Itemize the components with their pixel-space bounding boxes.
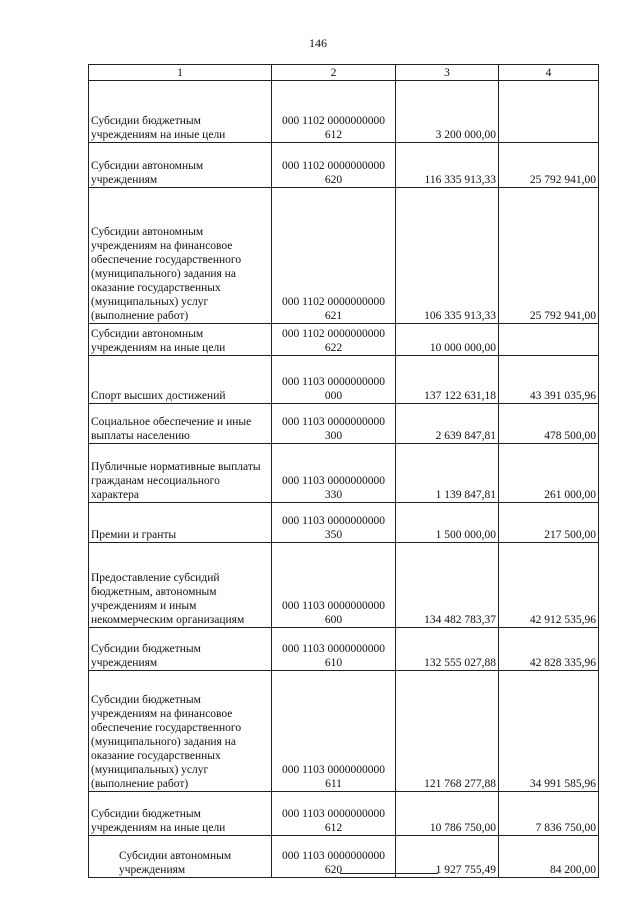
row-name-text: Публичные нормативные выплаты гражданам несоциального характера [91,461,261,501]
row-code [272,143,396,188]
row-value-col4: 478 500,00 [499,404,599,444]
table-row [89,324,599,356]
row-name [89,81,272,143]
code-section: 000 1103 0000000000 [281,850,386,862]
footer-rule [340,873,438,874]
row-code [272,444,396,503]
code-section: 000 1103 0000000000 [281,515,386,527]
row-name [89,543,272,628]
row-value-col3: 116 335 913,33 [396,143,499,188]
row-name-text: Спорт высших достижений [91,390,226,402]
row-name-text: Субсидии автономным учреждениям на иные цели [91,328,226,354]
code-type: 600 [324,614,343,626]
row-value-col3: 121 768 277,88 [396,671,499,792]
row-value-col4: 25 792 941,00 [499,143,599,188]
code-section: 000 1102 0000000000 [281,296,386,308]
row-value-col3: 1 500 000,00 [396,503,499,543]
table-body [89,65,599,878]
row-code [272,671,396,792]
row-value-col4: 34 991 585,96 [499,671,599,792]
row-value-col4: 217 500,00 [499,503,599,543]
code-section: 000 1103 0000000000 [281,600,386,612]
row-code [272,836,396,878]
row-value-col3: 137 122 631,18 [396,356,499,404]
table-row [89,81,599,143]
code-section: 000 1103 0000000000 [281,475,386,487]
row-value-col4 [499,81,599,143]
row-name [89,444,272,503]
table-row [89,444,599,503]
row-value-col4: 25 792 941,00 [499,188,599,324]
row-value-col4: 42 828 335,96 [499,628,599,671]
row-name [89,404,272,444]
row-value-col4: 261 000,00 [499,444,599,503]
row-value-col3: 3 200 000,00 [396,81,499,143]
code-section: 000 1102 0000000000 [281,328,386,340]
row-code [272,792,396,836]
code-type: 622 [324,342,343,354]
code-type: 330 [324,489,343,501]
row-name-text: Социальное обеспечение и иные выплаты населению [91,416,252,442]
row-name-text: Субсидии бюджетным учреждениям [91,643,201,669]
code-type: 620 [324,174,343,186]
row-value-col3: 2 639 847,81 [396,404,499,444]
table-row [89,188,599,324]
row-value-col3: 1 927 755,49 [396,836,499,878]
row-code [272,543,396,628]
table-row [89,143,599,188]
table-row [89,404,599,444]
row-name [89,671,272,792]
table-row [89,356,599,404]
table-row [89,792,599,836]
code-section: 000 1103 0000000000 [281,416,386,428]
row-value-col3: 106 335 913,33 [396,188,499,324]
row-name-text: Субсидии бюджетным учреждениям на финансовое обеспечение государственного (муниципального) задания на оказание государственных (муниципальных) услуг (выполнение работ) [91,694,242,790]
row-code [272,503,396,543]
table-row [89,543,599,628]
code-section: 000 1102 0000000000 [281,160,386,172]
page-number: 146 [309,36,327,50]
code-type: 000 [324,390,343,402]
row-value-col3: 10 000 000,00 [396,324,499,356]
row-value-col3: 134 482 783,37 [396,543,499,628]
row-name-text: Предоставление субсидий бюджетным, автономным учреждениям и иным некоммерческим организациям [91,572,245,626]
row-name-text: Премии и гранты [91,529,177,541]
row-value-col4 [499,324,599,356]
column-header: 2 [272,65,396,81]
row-name-text: Субсидии бюджетным учреждениям на иные цели [91,808,226,834]
row-name [89,188,272,324]
row-name [89,836,272,878]
table-row [89,503,599,543]
code-type: 612 [324,822,343,834]
column-header: 3 [396,65,499,81]
row-name [89,356,272,404]
row-code [272,324,396,356]
code-type: 350 [324,529,343,541]
row-value-col4: 7 836 750,00 [499,792,599,836]
row-value-col4: 43 391 035,96 [499,356,599,404]
table-row [89,671,599,792]
row-name [89,628,272,671]
row-name [89,143,272,188]
row-value-col4: 42 912 535,96 [499,543,599,628]
row-value-col4: 84 200,00 [499,836,599,878]
row-name-text: Субсидии автономным учреждениям [119,850,232,876]
row-name [89,503,272,543]
row-code [272,356,396,404]
row-code [272,404,396,444]
row-code [272,188,396,324]
code-section: 000 1103 0000000000 [281,764,386,776]
code-type: 611 [325,778,342,790]
code-section: 000 1103 0000000000 [281,376,386,388]
row-value-col3: 1 139 847,81 [396,444,499,503]
code-section: 000 1102 0000000000 [281,115,386,127]
row-value-col3: 10 786 750,00 [396,792,499,836]
code-section: 000 1103 0000000000 [281,808,386,820]
row-code [272,628,396,671]
row-name [89,792,272,836]
code-type: 621 [324,310,343,322]
row-name-text: Субсидии бюджетным учреждениям на иные цели [91,115,226,141]
row-code [272,81,396,143]
code-type: 300 [324,430,343,442]
column-header: 1 [89,65,272,81]
table-row [89,836,599,878]
row-name [89,324,272,356]
budget-table [88,64,599,878]
code-type: 612 [324,129,343,141]
row-name-text: Субсидии автономным учреждениям на финансовое обеспечение государственного (муниципального) задания на оказание государственных (муниципальных) услуг (выполнение работ) [91,226,242,322]
code-type: 620 [324,864,343,876]
code-type: 610 [324,657,343,669]
row-name-text: Субсидии автономным учреждениям [91,160,204,186]
code-section: 000 1103 0000000000 [281,643,386,655]
row-value-col3: 132 555 027,88 [396,628,499,671]
table-row [89,628,599,671]
column-header: 4 [499,65,599,81]
header-row [89,65,599,81]
